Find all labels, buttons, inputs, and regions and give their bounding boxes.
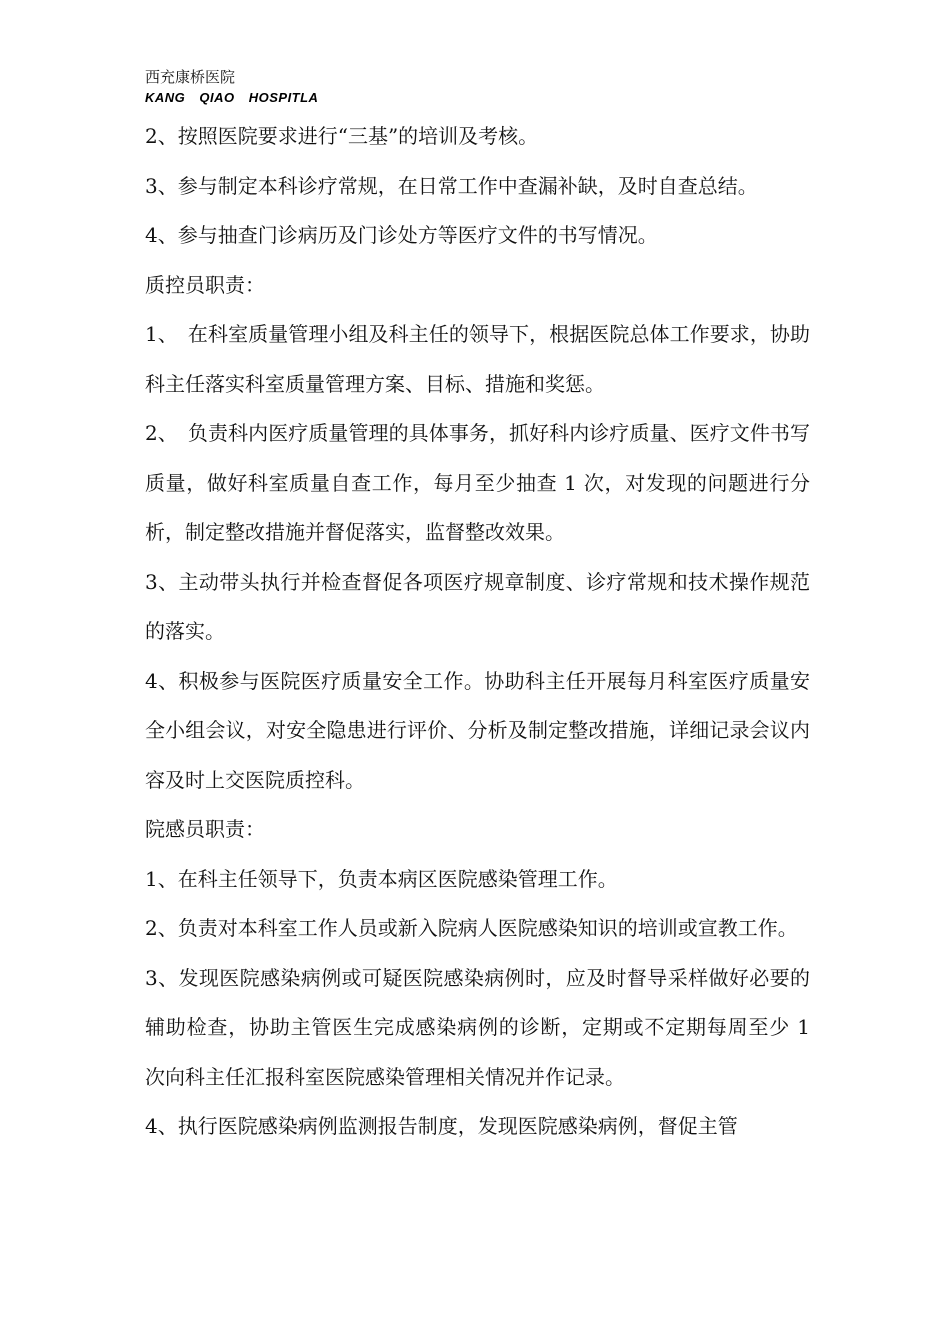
section-heading-quality-controller: 质控员职责： [145, 272, 265, 297]
document-body [145, 112, 810, 1152]
paragraph-ic-duty-2: 2、负责对本科室工作人员或新入院病人医院感染知识的培训或宣教工作。 [145, 916, 798, 940]
section-heading-infection-control: 院感员职责： [145, 817, 265, 841]
hospital-name-english: KANG QIAO HOSPITLA [145, 90, 319, 105]
paragraph-record-inspection: 4、参与抽查门诊病历及门诊处方等医疗文件的书写情况。 [145, 223, 658, 247]
paragraph-qc-duty-4: 4、积极参与医院医疗质量安全工作。协助科主任开展每月科室医疗质量安全小组会议，对安全隐患进行评价、分析及制定整改措施，详细记录会议内容及时上交医院质控科。 [145, 668, 810, 792]
paragraph-training-assessment: 2、按照医院要求进行“三基”的培训及考核。 [145, 124, 539, 148]
paragraph-qc-duty-3: 3、主动带头执行并检查督促各项医疗规章制度、诊疗常规和技术操作规范的落实。 [145, 569, 810, 643]
paragraph-ic-duty-1: 1、在科主任领导下，负责本病区医院感染管理工作。 [145, 866, 618, 891]
paragraph-qc-duty-1: 1、 在科室质量管理小组及科主任的领导下，根据医院总体工作要求，协助科主任落实科室质量管理方案、目标、措施和奖惩。 [145, 322, 810, 396]
page-header [145, 66, 318, 108]
paragraph-diagnosis-routine: 3、参与制定本科诊疗常规，在日常工作中查漏补缺，及时自查总结。 [145, 173, 758, 198]
paragraph-ic-duty-3: 3、发现医院感染病例或可疑医院感染病例时，应及时督导采样做好必要的辅助检查，协助主管医生完成感染病例的诊断，定期或不定期每周至少 1 次向科主任汇报科室医院感染管理相关情况并作记录。 [145, 965, 810, 1089]
paragraph-qc-duty-2: 2、 负责科内医疗质量管理的具体事务，抓好科内诊疗质量、医疗文件书写质量，做好科室质量自查工作，每月至少抽查 1 次，对发现的问题进行分析，制定整改措施并督促落实，监督整改效果。 [145, 421, 810, 544]
hospital-name-chinese: 西充康桥医院 [145, 68, 236, 86]
paragraph-ic-duty-4: 4、执行医院感染病例监测报告制度，发现医院感染病例，督促主管 [145, 1114, 738, 1138]
